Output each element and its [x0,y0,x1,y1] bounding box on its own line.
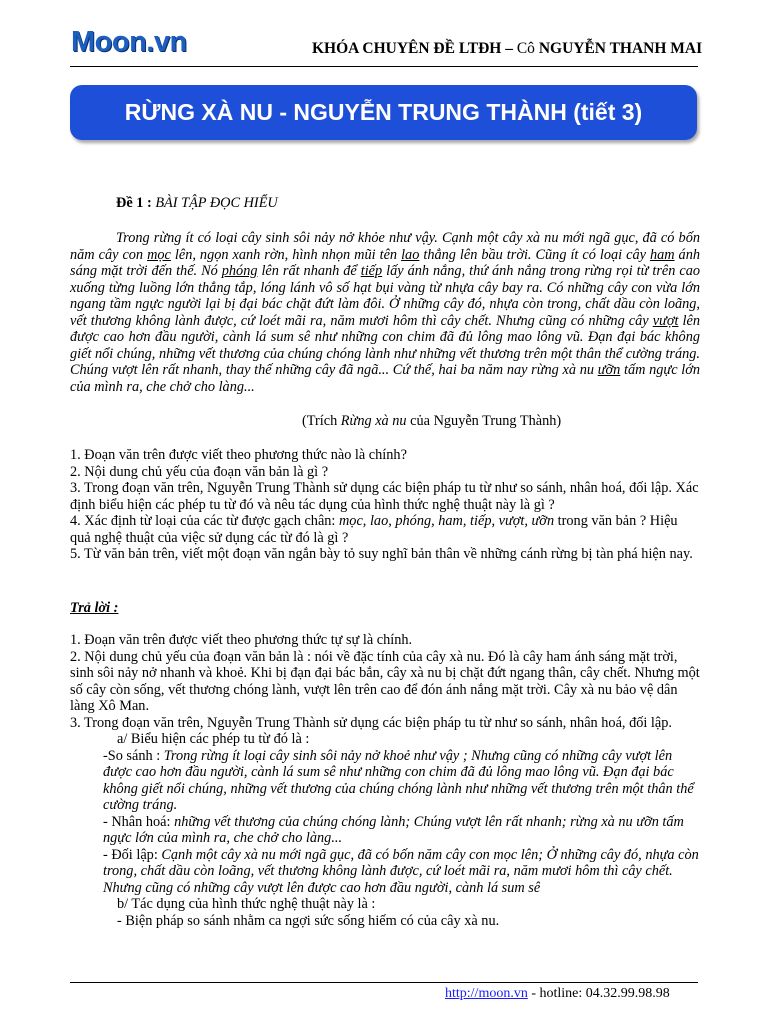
citation-work: Rừng xà nu [340,413,407,429]
answer-subheading: a/ Biểu hiện các phép tu từ đó là : [117,731,310,747]
answer-list [70,632,700,929]
answer-item [70,814,700,847]
answer-heading: Trả lời : [70,600,119,616]
passage-text: lên được cao hơn đầu người, cành lá sum sê như những con chim đã đủ lông mao lông vũ. Đạn đại bác không giết nổi chúng, những vết thương của chúng chóng lành như những vết thương trên một thân thể cường tráng. Chúng vượt lên rất nhanh, thay thế những cây đã ngã... Cứ thế, hai ba năm nay rừng xà nu [70,312,700,378]
question-text: trong văn bản ? Hiệu quả nghệ thuật của việc sử dụng các từ đó là gì ? [70,513,678,546]
answer-subheading: b/ Tác dụng của hình thức nghệ thuật này là : [117,896,376,912]
exercise-label: Đề 1 : [116,195,156,211]
citation-suffix: của Nguyễn Trung Thành) [406,413,562,429]
header-divider [70,66,698,67]
answer-item: 3. Trong đoạn văn trên, Nguyễn Trung Thành sử dụng các biện pháp tu từ như so sánh, nhân hoá, đối lập. [70,714,672,731]
footer-divider [70,982,698,983]
passage-text: Trong rừng ít có loại cây sinh sôi nảy nở khỏe như vậy. Cạnh một cây xà nu mới ngã gục, đã có bốn năm cây con [70,230,700,263]
teacher-prefix: Cô [516,40,539,57]
figure-example: Trong rừng ít loại cây sinh sôi nảy nở khoẻ như vậy ; Nhưng cũng có những cây vượt lên được cao hơn đầu người, cành lá sum sê như những con chim đã đủ lông mao lông vũ. Đạn đại bác không giết nổi chúng, những vết thương của chúng chóng lành như những vết thương trên một thân thể cường tráng. [103,747,694,813]
underlined-word: phóng [221,263,258,279]
passage-text: lấy ánh nắng, thứ ánh nắng trong rừng rọi từ trên cao xuống từng luồng lớn thẳng tắp, lóng lánh vô số hạt bụi vàng từ nhựa cây bay ra. Có những cây con vừa lớn ngang tầm ngực người lại bị đại bác chặt đứt làm đôi. Ở những cây đó, nhựa còn trong, chất dầu còn loãng, vết thương không lành được, cứ loét mãi ra, năm mươi hôm thì cây chết. Nhưng cũng có những cây [70,263,701,329]
teacher-name: NGUYỄN THANH MAI [538,40,703,57]
question-text: 4. Xác định từ loại của các từ được gạch chân: [70,513,339,529]
underlined-word: tiếp [360,263,383,279]
figure-label: -So sánh : [103,747,164,764]
answer-item: - Biện pháp so sánh nhằm ca ngợi sức sống hiếm có của cây xà nu. [117,912,500,929]
exercise-heading [116,195,616,212]
reading-passage [70,230,700,395]
question-item: 3. Trong đoạn văn trên, Nguyễn Trung Thành sử dụng các biện pháp tu từ như so sánh, nhân hoá, đối lập. Xác định biểu hiện các phép tu từ đó và nêu tác dụng của hình thức nghệ thuật này là gì ? [70,480,699,513]
figure-label: - Đối lập: [103,846,162,863]
underlined-word: ham [649,246,675,263]
underlined-word: vượt [652,312,679,329]
underlined-word: ưỡn [597,362,621,378]
underlined-word: lao [401,246,420,263]
citation [302,413,702,430]
underlined-word: mọc [147,246,171,263]
figure-example: Cạnh một cây xà nu mới ngã gục, đã có bốn năm cây con mọc lên; Ở những cây đó, nhựa còn trong, chất dầu còn loãng, vết thương không lành được, cứ loét mãi ra, năm mươi hôm thì cây chết. Nhưng cũng có những cây vượt lên được cao hơn đầu người, cành lá sum sê [103,846,699,896]
question-item [70,513,700,546]
question-item: 2. Nội dung chủ yếu của đoạn văn bản là gì ? [70,463,329,480]
passage-text: thẳng lên bầu trời. Cũng ít có loại cây [419,246,650,263]
moon-logo: Moon.vn [71,26,187,58]
passage-text: lên rất nhanh để [257,263,361,279]
answer-item [70,847,700,897]
answer-item: 2. Nội dung chủ yếu của đoạn văn bản là : nói về đặc tính của cây xà nu. Đó là cây ham ánh sáng mặt trời, sinh sôi nảy nở nhanh và khoẻ. Khi bị đạn đại bác bắn, cây xà nu bị chặt đứt ngang thân, cây chết. Nhưng một số cây còn sống, vết thương chóng lành, vượt lên trên cao để đón ánh nắng mặt trời. Cây xà nu bảo vệ dân làng Xô Man. [70,648,700,714]
course-header [312,40,712,58]
website-link[interactable]: http://moon.vn [445,986,528,1001]
course-separator: – [501,40,517,57]
answer-item: 1. Đoạn văn trên được viết theo phương thức tự sự là chính. [70,632,413,648]
question-words: mọc, lao, phóng, ham, tiếp, vượt, ưỡn [338,513,555,529]
figure-label: - Nhân hoá: [103,813,175,830]
hotline: - hotline: 04.32.99.98.98 [527,986,670,1001]
question-item: 5. Từ văn bản trên, viết một đoạn văn ngắn bày tỏ suy nghĩ bản thân về những cánh rừng bị tàn phá hiện nay. [70,546,693,562]
citation-prefix: (Trích [302,413,341,429]
passage-text: ánh sáng mặt trời đến thế. Nó [70,246,700,279]
page-title-banner [70,85,697,140]
passage-text: tấm ngực lớn của mình ra, che chở cho làng... [70,362,701,395]
course-name: KHÓA CHUYÊN ĐỀ LTĐH [312,40,502,57]
footer [445,986,670,1002]
question-list [70,447,700,563]
passage-text: lên, ngọn xanh rờn, hình nhọn mũi tên [170,246,402,263]
page-title: RỪNG XÀ NU - NGUYỄN TRUNG THÀNH (tiết 3) [124,99,643,125]
answer-item [70,748,700,814]
exercise-name: BÀI TẬP ĐỌC HIỂU [155,195,278,211]
question-item: 1. Đoạn văn trên được viết theo phương thức nào là chính? [70,447,407,463]
figure-example: những vết thương của chúng chóng lành; Chúng vượt lên rất nhanh; rừng xà nu ưỡn tấm ngực lớn của mình ra, che chở cho làng... [103,813,684,846]
